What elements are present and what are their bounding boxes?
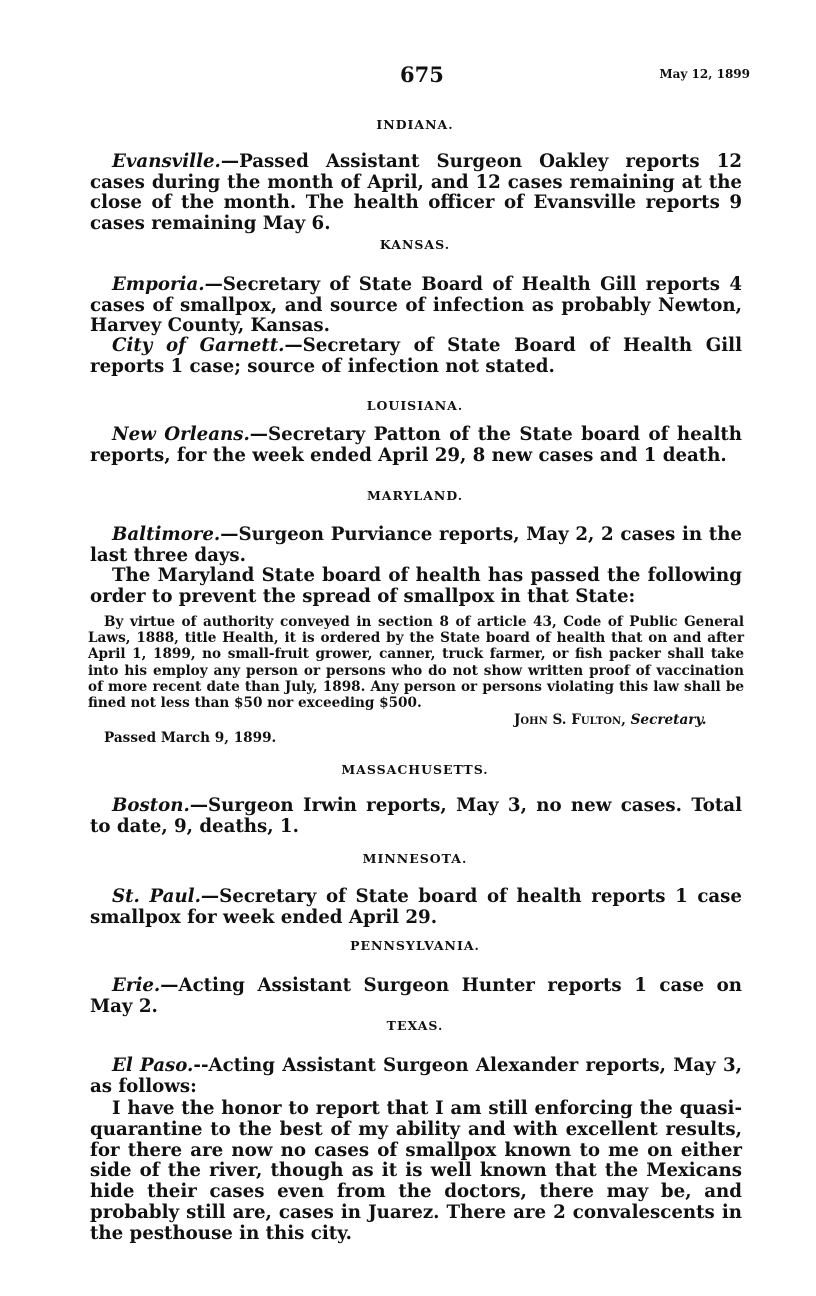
paragraph-st-paul	[90, 887, 742, 928]
paragraph-text: —Acting Assistant Surgeon Hunter reports 1 case on May 2.	[90, 975, 742, 1017]
paragraph-text: —Secretary of State Board of Health Gill reports 1 case; source of infection not stated.	[90, 335, 742, 377]
place-name: Erie.	[112, 975, 161, 996]
heading-kansas: KANSAS.	[379, 237, 451, 252]
paragraph-new-orleans	[90, 425, 742, 466]
paragraph-text: --Acting Assistant Surgeon Alexander reports, May 3, as follows:	[90, 1055, 743, 1097]
signature-name: John S. Fulton,	[514, 712, 626, 728]
paragraph-text: —Secretary of State Board of Health Gill reports 4 cases of smallpox, and source of infection as probably Newton, Harvey County, Kansas.	[90, 274, 742, 336]
heading-pennsylvania: PENNSYLVANIA.	[350, 938, 480, 953]
paragraph-text: —Surgeon Purviance reports, May 2, 2 cases in the last three days.	[90, 524, 742, 566]
paragraph-text: —Passed Assistant Surgeon Oakley reports 12 cases during the month of April, and 12 cases remaining at the close of the month. The health officer of Evansville reports 9 cases remaining May 6.	[90, 151, 742, 234]
order-text: By virtue of authority conveyed in section 8 of article 43, Code of Public General Laws, 1888, title Health, it is ordered by the State board of health that on and after April 1, 1899, no small-fruit grower, canner, truck farmer, or fish packer shall take into his employ any person or persons who do not show written proof of vaccination of more recent date than July, 1898. Any person or persons violating this law shall be fined not less than $50 nor exceeding $500.	[88, 614, 744, 712]
paragraph-el-paso-report: I have the honor to report that I am still enforcing the quasi-quarantine to the best of my ability and with excellent results, for there are now no cases of smallpox known to me on either side of the river, though as it is well known that the Mexicans hide their cases even from the doctors, there may be, and probably still are, cases in Juarez. There are 2 convalescents in the pesthouse in this city.	[90, 1098, 742, 1244]
place-name: City of Garnett.	[112, 335, 285, 356]
page-date: May 12, 1899	[659, 67, 750, 81]
signature-title: Secretary.	[630, 712, 707, 728]
passed-date: Passed March 9, 1899.	[104, 730, 277, 746]
place-name: New Orleans.	[112, 424, 250, 445]
place-name: Baltimore.	[112, 524, 221, 545]
heading-maryland: MARYLAND.	[366, 488, 464, 503]
paragraph-erie	[90, 976, 742, 1017]
place-name: Emporia.	[112, 274, 205, 295]
heading-louisiana: LOUISIANA.	[366, 398, 464, 413]
page-number: 675	[400, 62, 444, 87]
paragraph-text: —Surgeon Irwin reports, May 3, no new cases. Total to date, 9, deaths, 1.	[90, 795, 742, 837]
paragraph-maryland-order-intro: The Maryland State board of health has passed the following order to prevent the spread of smallpox in that State:	[90, 565, 742, 607]
paragraph-evansville	[90, 152, 742, 234]
paragraph-text: —Secretary of State board of health reports 1 case smallpox for week ended April 29.	[90, 886, 742, 928]
heading-massachusetts: MASSACHUSETTS.	[341, 762, 489, 777]
place-name: St. Paul.	[112, 886, 201, 907]
paragraph-baltimore	[90, 525, 742, 566]
heading-indiana: INDIANA.	[376, 117, 454, 132]
paragraph-garnett	[90, 336, 742, 377]
heading-minnesota: MINNESOTA.	[362, 851, 468, 866]
paragraph-el-paso	[90, 1056, 742, 1097]
paragraph-text: —Secretary Patton of the State board of health reports, for the week ended April 29, 8 new cases and 1 death.	[90, 424, 742, 466]
paragraph-boston	[90, 796, 742, 837]
place-name: Evansville.	[112, 151, 221, 172]
signature	[514, 712, 706, 728]
place-name: El Paso.	[112, 1055, 194, 1076]
place-name: Boston.	[112, 795, 190, 816]
paragraph-emporia	[90, 275, 742, 337]
heading-texas: TEXAS.	[386, 1018, 444, 1033]
